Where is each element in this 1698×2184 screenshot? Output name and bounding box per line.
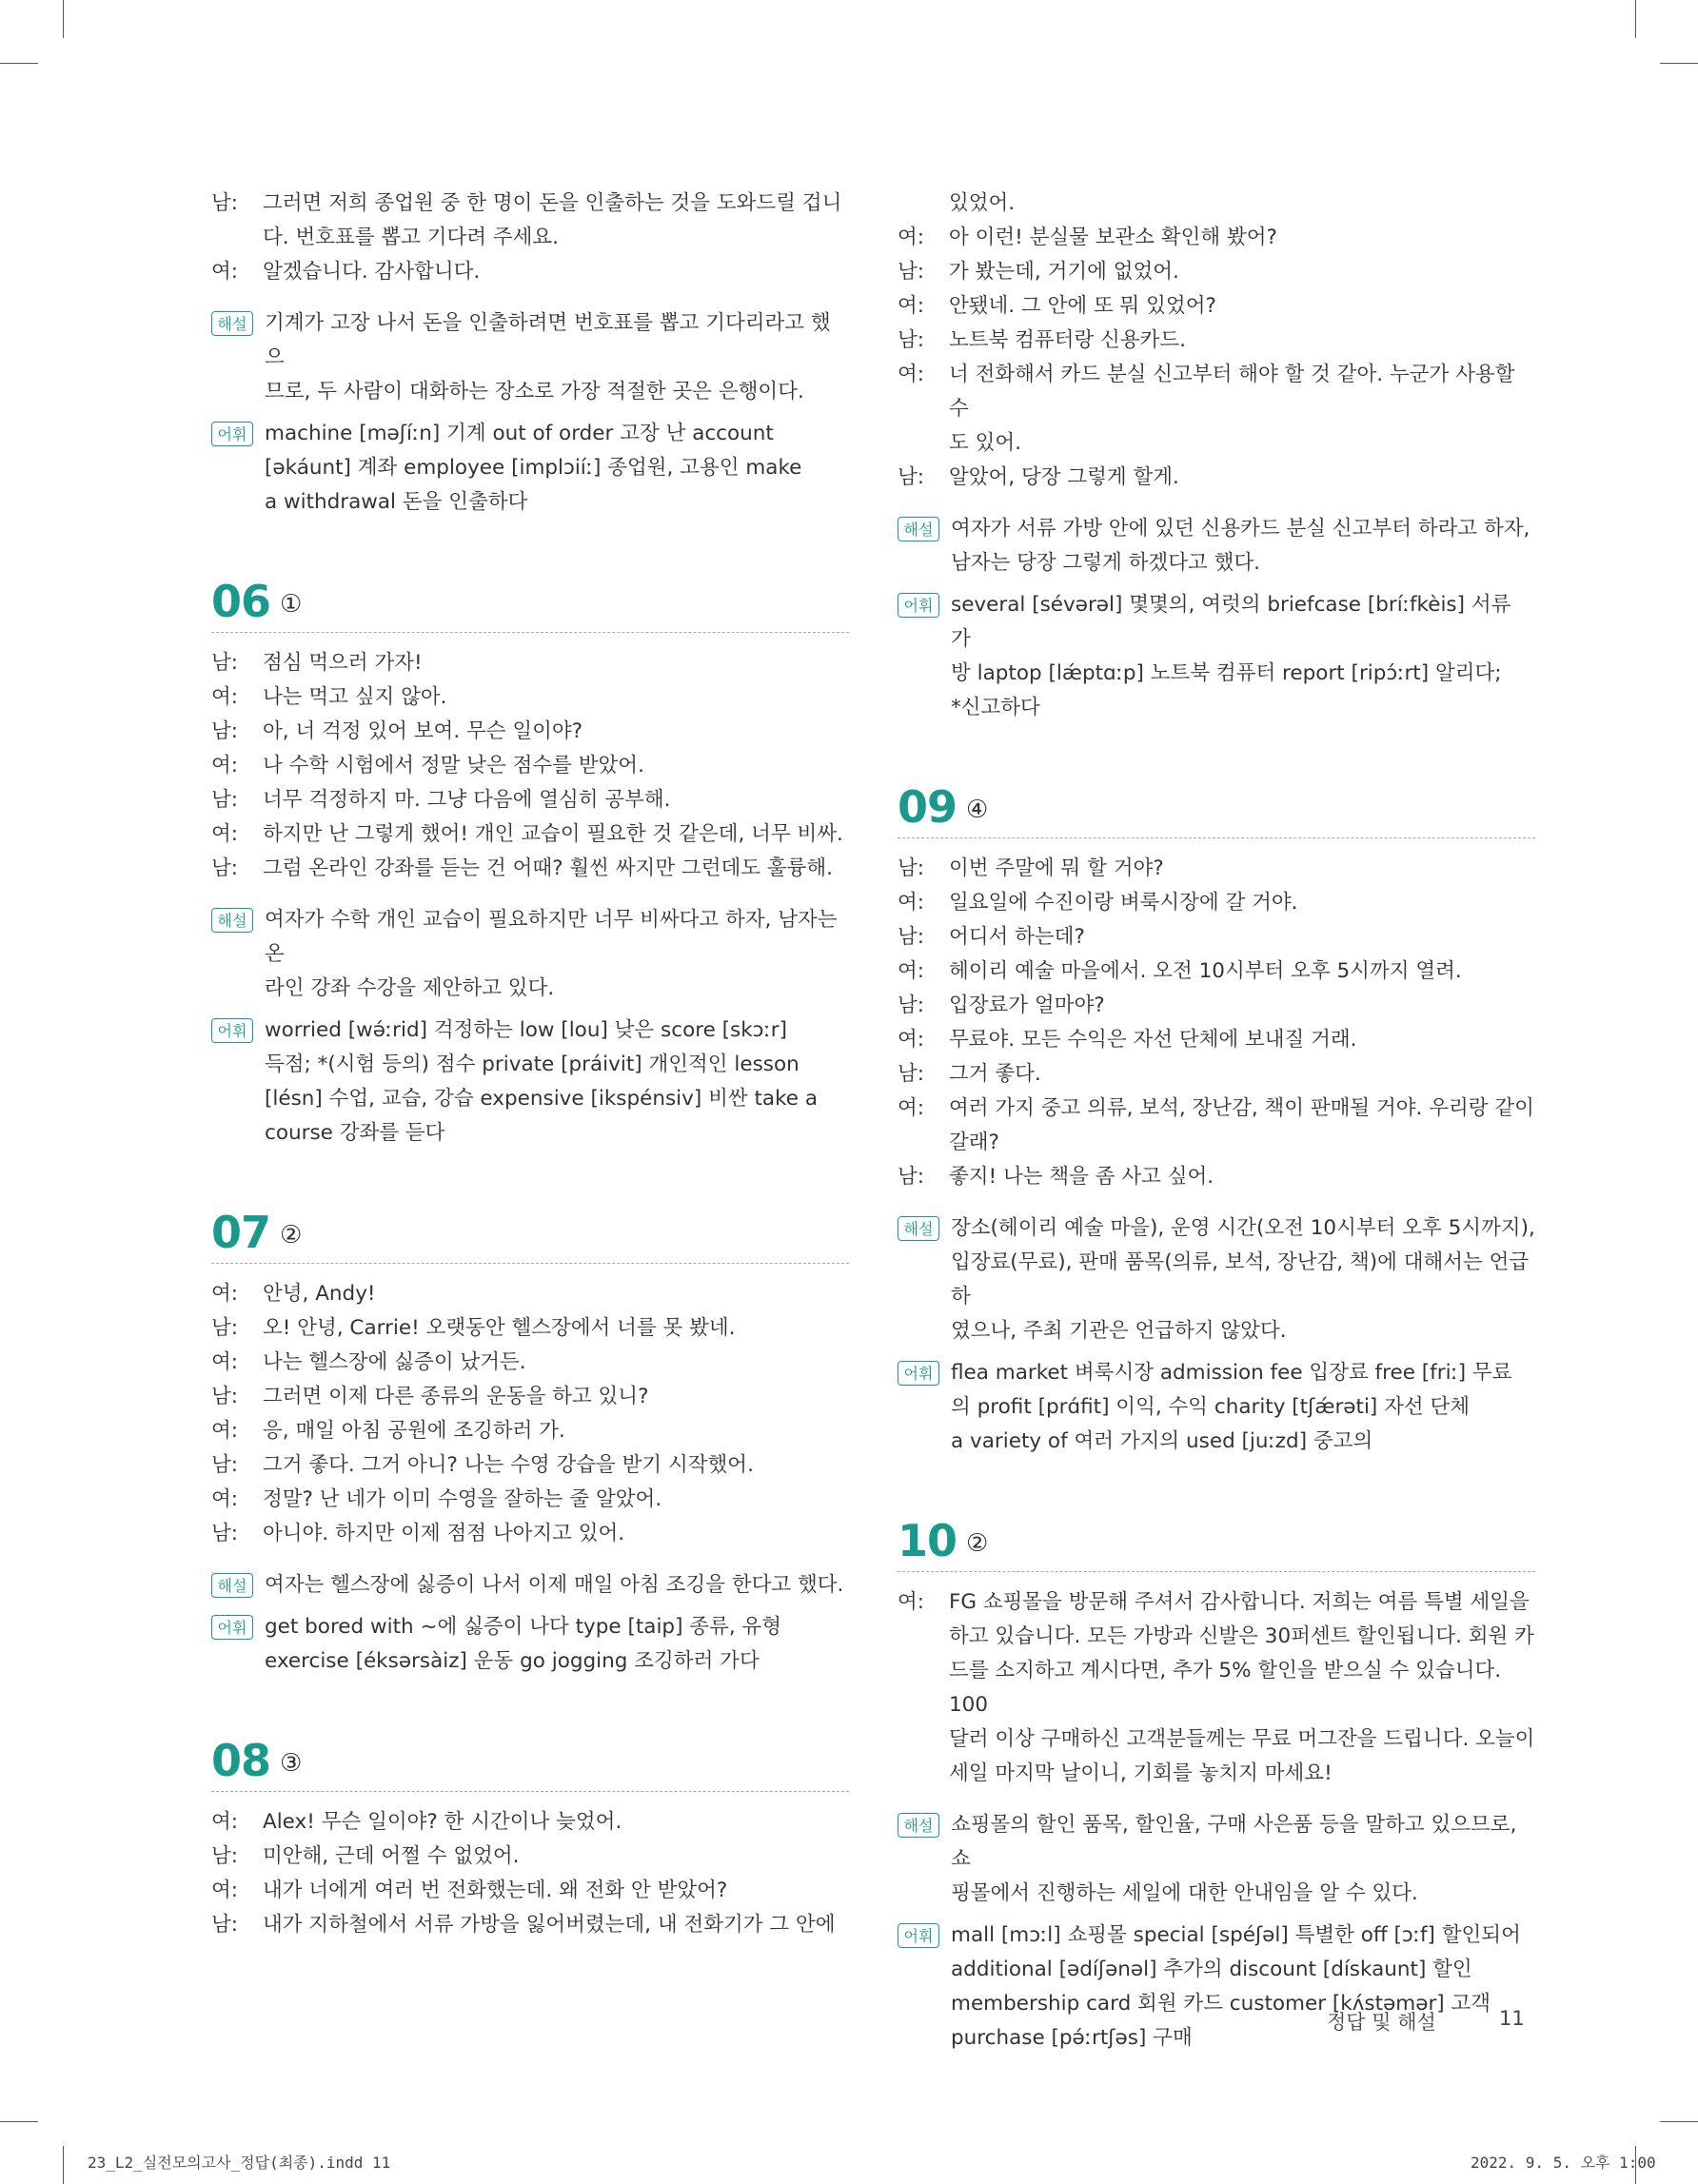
dialogue-text: 좋지! 나는 책을 좀 사고 싶어. [949,1165,1214,1189]
dialogue-text: 가 봤는데, 거기에 없었어. [949,260,1179,284]
dialogue-text: 아니야. 하지만 이제 점점 나아지고 있어. [263,1522,625,1545]
vocabulary-block [211,1013,849,1151]
explanation-block [211,306,849,409]
vocabulary-text [951,588,1535,725]
speaker-label: 남: [898,1062,925,1086]
speaker-label [898,1126,949,1160]
text-line: [əkáunt] 계좌 employee [implɔiíː] 종업원, 고용인 make [265,456,802,480]
dialogue-line [898,1757,1535,1791]
speaker-label: 여: [211,685,239,709]
text-line: mall [mɔːl] 쇼핑몰 special [spéʃəl] 특별한 off [ɔːf] 할인되어 [951,1923,1521,1947]
explanation-block [898,1211,1535,1348]
question-header [211,1735,849,1792]
speaker-label: 남: [211,788,239,812]
explanation-block [898,512,1535,580]
dialogue-line [898,1057,1535,1092]
speaker-label: 남: [211,1316,239,1340]
speaker-label [898,1620,949,1654]
speaker-label: 여: [211,754,239,777]
crop-mark [1660,63,1698,64]
dialogue-text: 알았어, 당장 그렇게 할게. [949,465,1179,489]
dialogue-text: 입장료가 얼마야? [949,994,1105,1017]
text-line: exercise [éksərsàiz] 운동 go jogging 조깅하러 가다 [265,1649,760,1673]
dialogue-text: 무료야. 모든 수익은 자선 단체에 보내질 거래. [949,1028,1357,1052]
speaker-label: 남: [898,328,925,352]
dialogue-text: 다. 번호표를 뽑고 기다려 주세요. [263,226,560,249]
speaker-label: 남: [898,994,925,1017]
explanation-text [951,1808,1535,1911]
dialogue-text: 그럼 온라인 강좌를 듣는 건 어때? 훨씬 싸지만 그런데도 훌륭해. [263,856,833,880]
dialogue-line [211,646,849,680]
dialogue-line [898,187,1535,221]
speaker-label: 여: [898,959,925,983]
text-line: a withdrawal 돈을 인출하다 [265,490,528,514]
spacer [898,495,1535,504]
crop-mark [0,63,38,64]
speaker-label: 여: [211,1487,239,1511]
speaker-label [898,187,949,221]
speaker-label [898,426,949,461]
text-line: 쇼핑몰의 할인 품목, 할인율, 구매 사은품 등을 말하고 있으므로, 쇼 [951,1813,1517,1871]
dialogue-text: FG 쇼핑몰을 방문해 주셔서 감사합니다. 저희는 여름 특별 세일을 [949,1590,1530,1614]
explanation-badge: 해설 [898,1216,939,1241]
text-line: [lésn] 수업, 교습, 강습 expensive [ikspénsiv] 비싼 take a [265,1087,818,1111]
text-line: 입장료(무료), 판매 품목(의류, 보석, 장난감, 책)에 대해서는 언급하 [951,1250,1530,1308]
speaker-label: 여: [898,1590,925,1614]
dialogue-text: 너 전화해서 카드 분실 신고부터 해야 할 것 같아. 누군가 사용할 수 [949,363,1522,421]
question-header [898,781,1535,838]
vocabulary-text [265,417,849,520]
text-line: a variety of 여러 가지의 used [juːzd] 중고의 [951,1429,1373,1453]
question-number: 10 [898,1515,958,1566]
dialogue-text: Alex! 무슨 일이야? 한 시간이나 늦었어. [263,1810,622,1834]
dialogue-text: 미안해, 근데 어쩔 수 없었어. [263,1844,520,1868]
dialogue-text: 일요일에 수진이랑 벼룩시장에 갈 거야. [949,891,1298,915]
question-number: 09 [898,781,958,833]
text-line: purchase [pə́ːrtʃəs] 구매 [951,2026,1193,2050]
vocabulary-text [951,1918,1535,2056]
question-header [898,1515,1535,1572]
dialogue-text: 점심 먹으러 가자! [263,651,423,675]
dialogue-line [211,187,849,221]
question-section [211,1207,849,1679]
speaker-label: 여: [211,1419,239,1443]
speaker-label: 여: [211,1282,239,1306]
footer-label: 정답 및 해설 [1327,2011,1436,2034]
dialogue-line [898,221,1535,255]
explanation-block [211,1568,849,1603]
text-line: 의 profit [prɑ́fit] 이익, 수익 charity [tʃǽrəti] 자선 단체 [951,1395,1471,1419]
answer-choice: ② [280,1221,303,1249]
dialogue-line [898,954,1535,989]
left-column [211,187,849,1942]
dialogue-line [898,1620,1535,1654]
dialogue-line [898,1023,1535,1057]
vocabulary-block [211,1610,849,1679]
speaker-label [898,1757,949,1791]
vocabulary-block [211,417,849,520]
dialogue-text: 하고 있습니다. 모든 가방과 신발은 30퍼센트 할인됩니다. 회원 카 [949,1624,1534,1648]
dialogue-text: 그거 좋다. [949,1062,1041,1086]
question-section [898,781,1535,1459]
text-line: 남자는 당장 그렇게 하겠다고 했다. [951,551,1260,575]
question-number: 06 [211,576,271,627]
dialogue-line [898,989,1535,1023]
answer-choice: ③ [280,1749,303,1778]
explanation-badge: 해설 [211,311,253,336]
vocabulary-badge: 어휘 [898,1361,939,1386]
spacer [211,289,849,299]
dialogue-text: 이번 주말에 뭐 할 거야? [949,856,1164,880]
vocabulary-text [265,1610,849,1679]
dialogue-text: 아 이런! 분실물 보관소 확인해 봤어? [949,226,1277,249]
vocabulary-badge: 어휘 [211,1615,253,1640]
spacer [898,1194,1535,1204]
speaker-label: 여: [898,363,925,386]
dialogue-line [211,783,849,817]
dialogue-line [211,1874,849,1908]
explanation-badge: 해설 [211,908,253,933]
dialogue-text: 오! 안녕, Carrie! 오랫동안 헬스장에서 너를 못 봤네. [263,1316,736,1340]
crop-mark [63,2146,64,2184]
text-line: *신고하다 [951,696,1040,719]
dialogue-line [211,1448,849,1483]
text-line: 득점; *(시험 등의) 점수 private [práivit] 개인적인 lesson [265,1053,800,1076]
answer-choice: ① [280,590,303,619]
question-header [211,576,849,633]
dialogue-text: 너무 걱정하지 마. 그냥 다음에 열심히 공부해. [263,788,671,812]
dialogue-text: 있었어. [949,191,1016,215]
text-line: additional [ədíʃənəl] 추가의 discount [dískaunt] 할인 [951,1958,1472,1981]
explanation-text [265,306,849,409]
crop-mark [1635,0,1636,38]
spacer [211,886,849,895]
dialogue-line [898,1654,1535,1722]
text-line: get bored with ~에 싫증이 나다 type [taip] 종류, 유형 [265,1615,782,1639]
speaker-label: 여: [211,1350,239,1374]
dialogue-text: 나 수학 시험에서 정말 낮은 점수를 받았어. [263,754,644,777]
speaker-label: 여: [211,260,239,284]
speaker-label: 남: [211,719,239,743]
text-line: 여자는 헬스장에 싫증이 나서 이제 매일 아침 조깅을 한다고 했다. [265,1573,844,1597]
vocabulary-text [951,1356,1535,1459]
dialogue-line [211,221,849,255]
dialogue-line [211,1311,849,1346]
speaker-label [898,1722,949,1757]
text-line: course 강좌를 듣다 [265,1121,445,1145]
dialogue-text: 하지만 난 그렇게 했어! 개인 교습이 필요한 것 같은데, 너무 비싸. [263,822,843,846]
answer-choice: ④ [966,796,989,824]
vocabulary-block [898,1356,1535,1459]
dialogue-text: 달러 이상 구매하신 고객분들께는 무료 머그잔을 드립니다. 오늘이 [949,1727,1535,1751]
speaker-label: 여: [898,226,925,249]
text-line: membership card 회원 카드 customer [kʌ́stəmər] 고객 [951,1992,1491,2016]
dialogue-line [211,1805,849,1840]
dialogue-text: 안녕, Andy! [263,1282,376,1306]
text-line: 장소(헤이리 예술 마을), 운영 시간(오전 10시부터 오후 5시까지), [951,1216,1535,1240]
question-section [211,1735,849,1942]
dialogue-text: 그러면 저희 종업원 중 한 명이 돈을 인출하는 것을 도와드릴 겁니 [263,191,842,215]
dialogue-text: 헤이리 예술 마을에서. 오전 10시부터 오후 5시까지 열려. [949,959,1462,983]
speaker-label: 남: [211,1844,239,1868]
text-line: 라인 강좌 수강을 제안하고 있다. [265,976,555,1000]
speaker-label: 여: [898,891,925,915]
spacer [898,1791,1535,1800]
speaker-label: 여: [898,294,925,318]
vocabulary-block [898,1918,1535,2056]
dialogue-text: 도 있어. [949,431,1021,455]
speaker-label [898,1654,949,1722]
text-line: worried [wə́ːrid] 걱정하는 low [lou] 낮은 score [skɔːr] [265,1018,787,1042]
question-number: 07 [211,1207,271,1258]
dialogue-line [211,749,849,783]
speaker-label: 여: [898,1096,925,1120]
speaker-label: 여: [211,1810,239,1834]
explanation-text [265,903,849,1006]
dialogue-line [211,1840,849,1874]
explanation-badge: 해설 [211,1573,253,1598]
page-number: 11 [1499,2007,1525,2030]
slug-date: 2022. 9. 5. 오후 1:00 [1471,2154,1656,2172]
speaker-label: 남: [898,925,925,949]
dialogue-line [898,255,1535,289]
speaker-label: 여: [898,1028,925,1052]
speaker-label: 남: [898,856,925,880]
dialogue-text: 드를 소지하고 계시다면, 추가 5% 할인을 받으실 수 있습니다. 100 [949,1659,1508,1717]
question-number: 08 [211,1735,271,1786]
dialogue-text: 그거 좋다. 그거 아니? 나는 수영 강습을 받기 시작했어. [263,1453,754,1477]
text-line: flea market 벼룩시장 admission fee 입장료 free [friː] 무료 [951,1361,1512,1385]
dialogue-line [211,1414,849,1448]
vocabulary-block [898,588,1535,725]
dialogue-text: 나는 헬스장에 싫증이 났거든. [263,1350,526,1374]
dialogue-text: 안됐네. 그 안에 또 뭐 있었어? [949,294,1216,318]
text-line: 여자가 수학 개인 교습이 필요하지만 너무 비싸다고 하자, 남자는 온 [265,908,838,966]
explanation-block [211,903,849,1006]
dialogue-text: 노트북 컴퓨터랑 신용카드. [949,328,1186,352]
vocabulary-badge: 어휘 [211,1018,253,1043]
speaker-label: 남: [211,191,239,215]
dialogue-line [211,1346,849,1380]
question-header [211,1207,849,1264]
speaker-label [211,221,263,255]
speaker-label: 남: [898,260,925,284]
text-line: 였으나, 주최 기관은 언급하지 않았다. [951,1319,1287,1343]
speaker-label: 남: [211,1453,239,1477]
dialogue-line [898,852,1535,886]
explanation-block [898,1808,1535,1911]
answer-choice: ② [966,1529,989,1558]
dialogue-text: 나는 먹고 싶지 않아. [263,685,447,709]
spacer [211,1551,849,1561]
speaker-label: 남: [211,1522,239,1545]
dialogue-line [898,920,1535,954]
speaker-label: 남: [211,856,239,880]
crop-mark [1660,2121,1698,2122]
dialogue-line [211,852,849,886]
explanation-text [951,512,1535,580]
dialogue-text: 내가 너에게 여러 번 전화했는데. 왜 전화 안 받았어? [263,1879,728,1902]
dialogue-line [898,886,1535,920]
speaker-label: 남: [211,1385,239,1408]
explanation-text [951,1211,1535,1348]
speaker-label: 남: [211,651,239,675]
crop-mark [63,0,64,38]
dialogue-text: 알겠습니다. 감사합니다. [263,260,481,284]
dialogue-line [898,358,1535,426]
vocabulary-badge: 어휘 [211,422,253,446]
text-line: machine [məʃíːn] 기계 out of order 고장 난 account [265,422,774,445]
text-line: 방 laptop [lǽptɑːp] 노트북 컴퓨터 report [ripɔ́ːrt] 알리다; [951,661,1502,685]
explanation-badge: 해설 [898,1813,939,1838]
dialogue-text: 내가 지하철에서 서류 가방을 잃어버렸는데, 내 전화기가 그 안에 [263,1913,836,1937]
text-line: 기계가 고장 나서 돈을 인출하려면 번호표를 뽑고 기다리라고 했으 [265,311,831,369]
dialogue-line [211,715,849,749]
dialogue-line [898,1160,1535,1194]
vocabulary-text [265,1013,849,1151]
text-line: several [sévərəl] 몇몇의, 여럿의 briefcase [bríːfkèis] 서류 가 [951,593,1511,651]
dialogue-line [898,1126,1535,1160]
question-section [898,1515,1535,2056]
dialogue-line [211,1277,849,1311]
dialogue-line [211,1483,849,1517]
speaker-label: 여: [211,1879,239,1902]
dialogue-line [898,461,1535,495]
dialogue-line [898,1722,1535,1757]
dialogue-line [898,289,1535,324]
question-section [211,576,849,1151]
dialogue-text: 정말? 난 네가 이미 수영을 잘하는 줄 알았어. [263,1487,662,1511]
right-column [898,187,1535,2056]
dialogue-line [898,1585,1535,1620]
dialogue-line [211,1380,849,1414]
dialogue-text: 그러면 이제 다른 종류의 운동을 하고 있니? [263,1385,649,1408]
text-line: 여자가 서류 가방 안에 있던 신용카드 분실 신고부터 하라고 하자, [951,517,1530,541]
speaker-label: 남: [211,1913,239,1937]
dialogue-text: 갈래? [949,1131,999,1154]
dialogue-line [898,426,1535,461]
vocabulary-badge: 어휘 [898,1923,939,1948]
text-line: 핑몰에서 진행하는 세일에 대한 안내임을 알 수 있다. [951,1881,1418,1905]
dialogue-text: 어디서 하는데? [949,925,1085,949]
dialogue-text: 응, 매일 아침 공원에 조깅하러 가. [263,1419,565,1443]
dialogue-line [211,255,849,289]
explanation-badge: 해설 [898,517,939,541]
dialogue-line [898,324,1535,358]
crop-mark [0,2121,38,2122]
dialogue-line [211,1908,849,1942]
dialogue-line [211,817,849,852]
dialogue-line [211,680,849,715]
speaker-label: 남: [898,1165,925,1189]
dialogue-text: 여러 가지 중고 의류, 보석, 장난감, 책이 판매될 거야. 우리랑 같이 [949,1096,1534,1120]
speaker-label: 여: [211,822,239,846]
slug-filename: 23_L2_실전모의고사_정답(최종).indd 11 [88,2154,391,2172]
dialogue-text: 세일 마지막 날이니, 기회를 놓치지 마세요! [949,1761,1333,1785]
dialogue-line [211,1517,849,1551]
dialogue-line [898,1092,1535,1126]
vocabulary-badge: 어휘 [898,593,939,618]
dialogue-text: 아, 너 걱정 있어 보여. 무슨 일이야? [263,719,583,743]
explanation-text [265,1568,849,1603]
text-line: 므로, 두 사람이 대화하는 장소로 가장 적절한 곳은 은행이다. [265,380,804,403]
speaker-label: 남: [898,465,925,489]
